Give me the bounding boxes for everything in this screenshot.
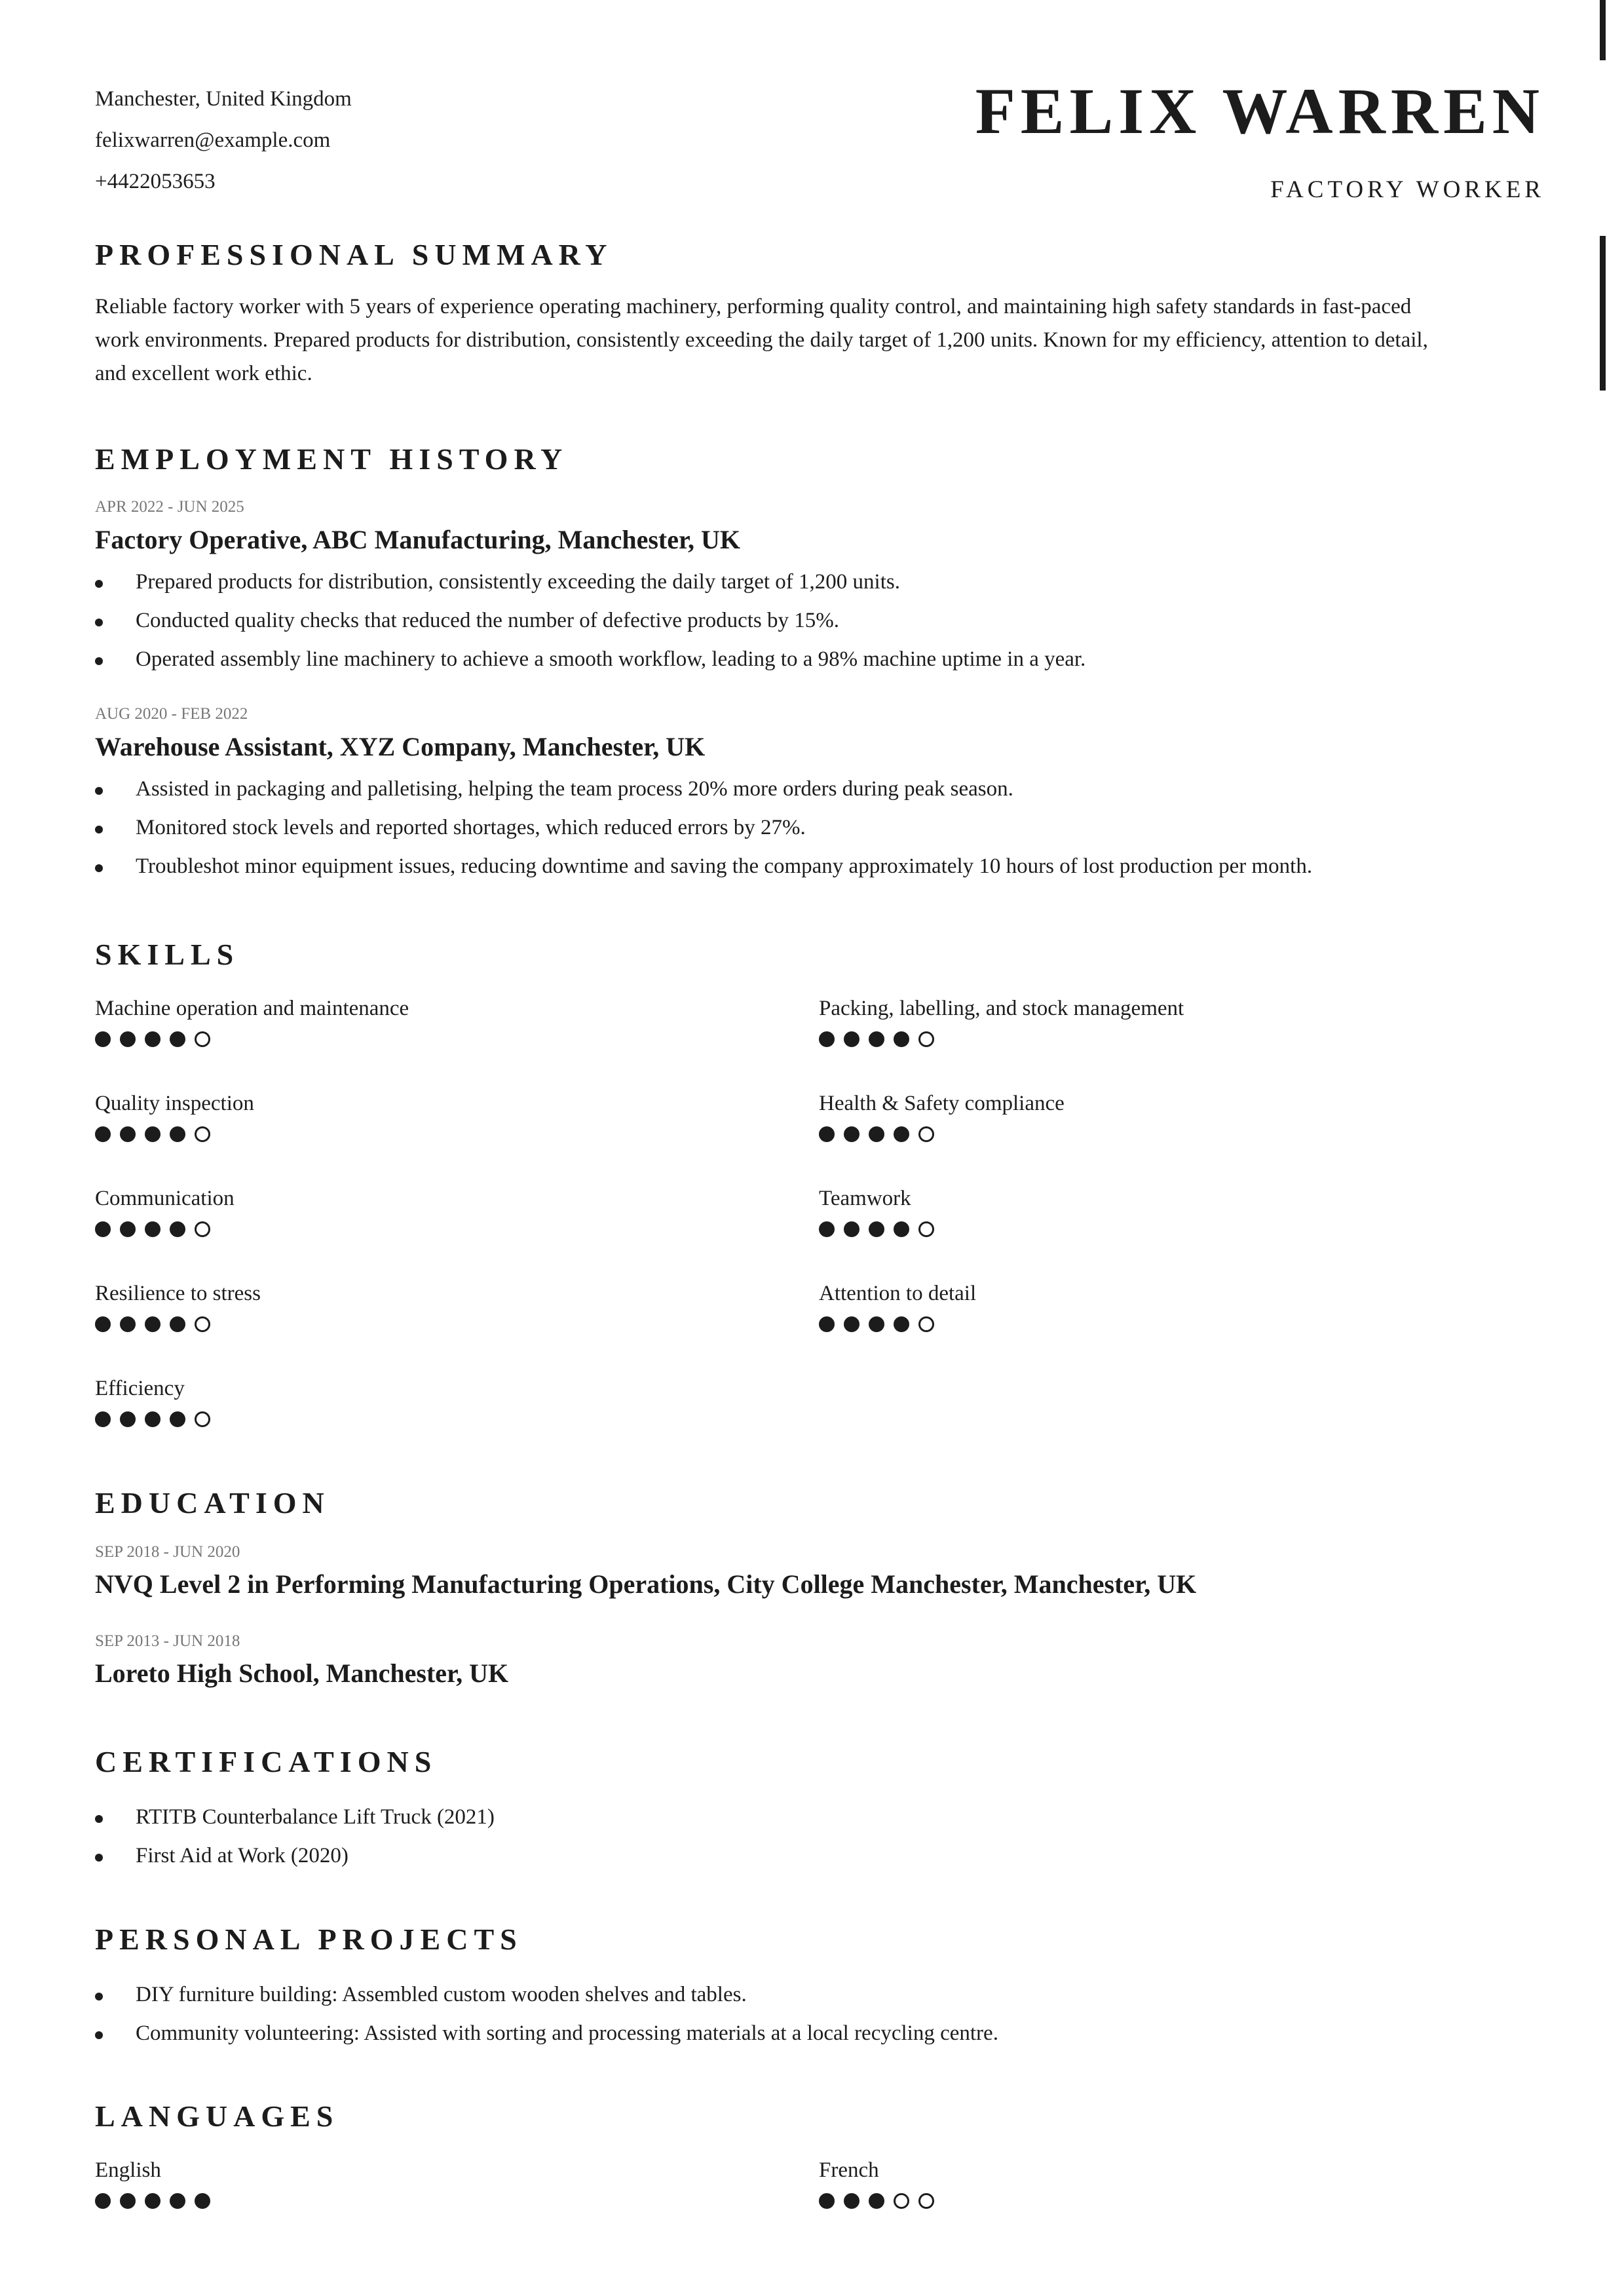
- skill-item: [95, 1280, 685, 1335]
- rating-dot-filled: [120, 1411, 136, 1427]
- rating-dot-filled: [145, 2193, 161, 2209]
- skill-name: Teamwork: [819, 1187, 911, 1210]
- rating-dot-filled: [170, 2193, 185, 2209]
- language-rating: [95, 2193, 685, 2211]
- summary-heading: PROFESSIONAL SUMMARY: [95, 238, 613, 271]
- job-dates: AUG 2020 - FEB 2022: [95, 705, 248, 723]
- rating-dot-filled: [869, 1126, 884, 1142]
- rating-dot-filled: [894, 1031, 909, 1047]
- employment-heading: EMPLOYMENT HISTORY: [95, 442, 569, 476]
- education-title: Loreto High School, Manchester, UK: [95, 1658, 509, 1688]
- skill-name: Packing, labelling, and stock management: [819, 997, 1184, 1020]
- list-item: Operated assembly line machinery to achieve a smooth workflow, leading to a 98% machine uptime in a year.: [95, 640, 1086, 679]
- rating-dot-filled: [819, 2193, 835, 2209]
- rating-dot-filled: [894, 1316, 909, 1332]
- rating-dot-filled: [819, 1221, 835, 1237]
- rating-dot-empty: [918, 1031, 934, 1047]
- contact-email: felixwarren@example.com: [95, 128, 331, 152]
- rating-dot-filled: [95, 1316, 111, 1332]
- education-dates: SEP 2018 - JUN 2020: [95, 1543, 240, 1561]
- skill-rating: [95, 1221, 685, 1240]
- list-item: Assisted in packaging and palletising, helping the team process 20% more orders during peak season.: [95, 770, 1312, 809]
- rating-dot-filled: [145, 1221, 161, 1237]
- rating-dot-filled: [95, 1221, 111, 1237]
- rating-dot-filled: [145, 1031, 161, 1047]
- list-item: DIY furniture building: Assembled custom wooden shelves and tables.: [95, 1976, 998, 2014]
- accent-bar-middle: [1600, 236, 1606, 391]
- certifications-heading: CERTIFICATIONS: [95, 1745, 438, 1778]
- projects-list: [95, 1976, 998, 2053]
- rating-dot-empty: [894, 2193, 909, 2209]
- skill-name: Machine operation and maintenance: [95, 997, 409, 1020]
- rating-dot-filled: [145, 1316, 161, 1332]
- skill-rating: [95, 1411, 685, 1430]
- rating-dot-filled: [170, 1031, 185, 1047]
- languages-heading: LANGUAGES: [95, 2099, 339, 2133]
- rating-dot-filled: [170, 1126, 185, 1142]
- language-name: French: [819, 2158, 879, 2182]
- rating-dot-empty: [195, 1411, 210, 1427]
- language-item: [819, 2156, 1408, 2211]
- language-item: [95, 2156, 685, 2211]
- education-title: NVQ Level 2 in Performing Manufacturing Operations, City College Manchester, Manchester, UK: [95, 1569, 1197, 1599]
- skill-rating: [819, 1221, 1408, 1240]
- skill-item: [95, 1185, 685, 1240]
- language-name: English: [95, 2158, 161, 2182]
- skill-item: [95, 1375, 685, 1430]
- rating-dot-empty: [918, 1126, 934, 1142]
- rating-dot-filled: [844, 2193, 859, 2209]
- rating-dot-filled: [195, 2193, 210, 2209]
- rating-dot-filled: [95, 1031, 111, 1047]
- candidate-name: FELIX WARREN: [975, 75, 1545, 147]
- rating-dot-empty: [195, 1316, 210, 1332]
- rating-dot-empty: [195, 1221, 210, 1237]
- rating-dot-filled: [869, 1221, 884, 1237]
- rating-dot-filled: [844, 1316, 859, 1332]
- certifications-list: [95, 1798, 495, 1875]
- rating-dot-filled: [819, 1126, 835, 1142]
- list-item: Prepared products for distribution, consistently exceeding the daily target of 1,200 units.: [95, 563, 1086, 602]
- education-heading: EDUCATION: [95, 1486, 330, 1520]
- skill-name: Quality inspection: [95, 1092, 254, 1115]
- rating-dot-filled: [145, 1126, 161, 1142]
- list-item: Monitored stock levels and reported shortages, which reduced errors by 27%.: [95, 809, 1312, 847]
- list-item: RTITB Counterbalance Lift Truck (2021): [95, 1798, 495, 1837]
- skill-rating: [95, 1126, 685, 1145]
- candidate-job-title: FACTORY WORKER: [1270, 176, 1545, 203]
- rating-dot-filled: [844, 1221, 859, 1237]
- rating-dot-empty: [195, 1126, 210, 1142]
- job-bullet-list: [95, 563, 1086, 679]
- skill-item: [819, 1280, 1408, 1335]
- rating-dot-filled: [120, 1316, 136, 1332]
- rating-dot-filled: [869, 1031, 884, 1047]
- skills-heading: SKILLS: [95, 938, 240, 971]
- skill-rating: [95, 1316, 685, 1335]
- contact-phone: +4422053653: [95, 170, 216, 193]
- rating-dot-filled: [819, 1316, 835, 1332]
- rating-dot-filled: [894, 1221, 909, 1237]
- rating-dot-filled: [869, 1316, 884, 1332]
- skill-item: [819, 1090, 1408, 1145]
- job-title: Warehouse Assistant, XYZ Company, Manchester, UK: [95, 732, 706, 761]
- skill-rating: [819, 1126, 1408, 1145]
- accent-bar-top: [1600, 0, 1606, 60]
- skill-item: [95, 1090, 685, 1145]
- language-rating: [819, 2193, 1408, 2211]
- education-dates: SEP 2013 - JUN 2018: [95, 1632, 240, 1650]
- rating-dot-filled: [145, 1411, 161, 1427]
- skill-item: [819, 1185, 1408, 1240]
- list-item: Troubleshot minor equipment issues, reducing downtime and saving the company approximately 10 hours of lost production per month.: [95, 847, 1312, 886]
- skill-name: Communication: [95, 1187, 235, 1210]
- skill-name: Resilience to stress: [95, 1282, 261, 1305]
- skill-item: [95, 995, 685, 1050]
- rating-dot-filled: [170, 1221, 185, 1237]
- list-item: Community volunteering: Assisted with sorting and processing materials at a local recycling centre.: [95, 2014, 998, 2053]
- rating-dot-filled: [95, 1411, 111, 1427]
- skill-name: Attention to detail: [819, 1282, 977, 1305]
- contact-block: [95, 79, 352, 202]
- rating-dot-filled: [894, 1126, 909, 1142]
- rating-dot-filled: [120, 1126, 136, 1142]
- list-item: Conducted quality checks that reduced the number of defective products by 15%.: [95, 602, 1086, 640]
- job-dates: APR 2022 - JUN 2025: [95, 498, 244, 516]
- rating-dot-empty: [918, 1316, 934, 1332]
- rating-dot-empty: [195, 1031, 210, 1047]
- skill-name: Health & Safety compliance: [819, 1092, 1065, 1115]
- rating-dot-filled: [844, 1031, 859, 1047]
- rating-dot-filled: [120, 1221, 136, 1237]
- rating-dot-filled: [869, 2193, 884, 2209]
- rating-dot-empty: [918, 1221, 934, 1237]
- rating-dot-filled: [120, 1031, 136, 1047]
- skill-rating: [819, 1316, 1408, 1335]
- skill-name: Efficiency: [95, 1377, 185, 1400]
- summary-text: Reliable factory worker with 5 years of experience operating machinery, performing quality control, and maintaining high safety standards in fast-paced work environments. Prepared products for distribution, consistently exceeding the daily target of 1,200 units. Known for my efficiency, attention to detail, and excellent work ethic.: [95, 295, 1428, 385]
- list-item: First Aid at Work (2020): [95, 1837, 495, 1875]
- rating-dot-filled: [170, 1316, 185, 1332]
- skill-rating: [819, 1031, 1408, 1050]
- rating-dot-filled: [819, 1031, 835, 1047]
- rating-dot-filled: [120, 2193, 136, 2209]
- rating-dot-filled: [170, 1411, 185, 1427]
- projects-heading: PERSONAL PROJECTS: [95, 1923, 523, 1956]
- rating-dot-empty: [918, 2193, 934, 2209]
- rating-dot-filled: [95, 2193, 111, 2209]
- job-bullet-list: [95, 770, 1312, 886]
- contact-location: Manchester, United Kingdom: [95, 87, 352, 111]
- skill-item: [819, 995, 1408, 1050]
- rating-dot-filled: [95, 1126, 111, 1142]
- skill-rating: [95, 1031, 685, 1050]
- job-title: Factory Operative, ABC Manufacturing, Manchester, UK: [95, 525, 741, 554]
- rating-dot-filled: [844, 1126, 859, 1142]
